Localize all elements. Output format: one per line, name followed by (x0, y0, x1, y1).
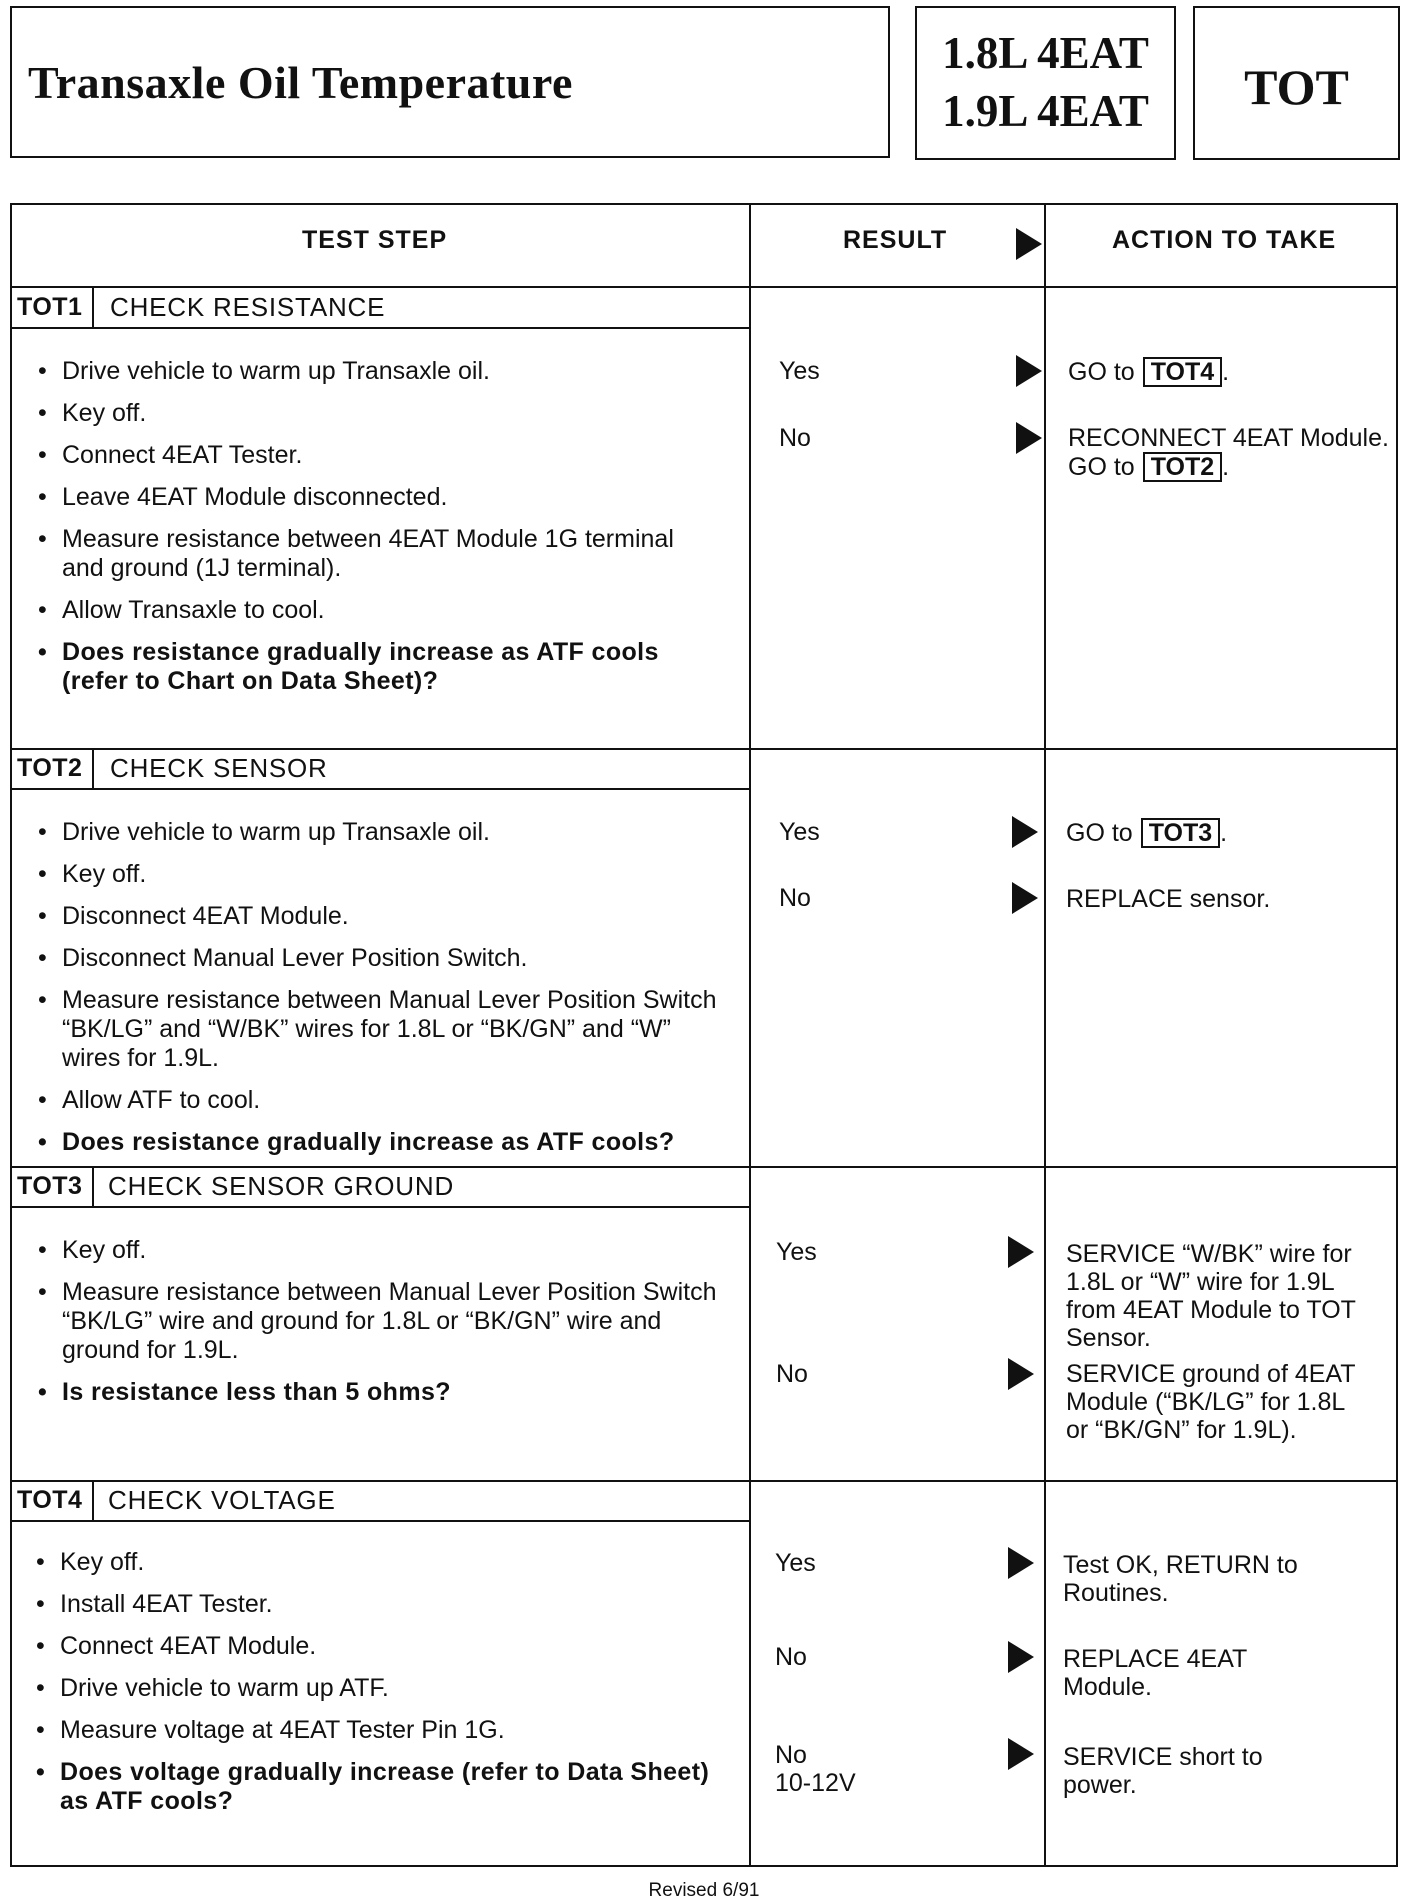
action-text: GO to TOT3 . (1066, 819, 1228, 847)
step-instructions (30, 357, 690, 709)
title-box (10, 6, 890, 158)
procedure-code: TOT (1244, 59, 1349, 115)
header-divider (10, 286, 1398, 288)
step-title: CHECK RESISTANCE (110, 292, 386, 322)
action-text: REPLACE sensor. (1066, 885, 1271, 913)
action-text: SERVICE ground of 4EAT Module (“BK/LG” for 1.8L or “BK/GN” for 1.9L). (1066, 1360, 1356, 1444)
arrow-right-icon (1016, 422, 1042, 454)
action-text: Test OK, RETURN to Routines. (1063, 1551, 1298, 1607)
instruction-item: • Drive vehicle to warm up ATF. (28, 1674, 728, 1703)
page-title: Transaxle Oil Temperature (28, 57, 573, 108)
instruction-item: • Install 4EAT Tester. (28, 1590, 728, 1619)
step-question: • Does resistance gradually increase as ATF cools (refer to Chart on Data Sheet)? (30, 638, 690, 696)
instruction-item: • Measure resistance between Manual Lever Position Switch “BK/LG” and “W/BK” wires for 1.8L or “BK/GN” and “W” wires for 1.9L. (30, 986, 730, 1073)
result-label: No (775, 1643, 807, 1671)
step-title: CHECK SENSOR (110, 753, 328, 783)
step-divider (10, 748, 1398, 750)
arrow-right-icon (1012, 816, 1038, 848)
result-label: Yes (779, 357, 820, 385)
step-instructions (30, 818, 730, 1170)
column-header-action: ACTION TO TAKE (1112, 226, 1337, 254)
instruction-item: • Connect 4EAT Tester. (30, 441, 690, 470)
instruction-item: • Measure resistance between 4EAT Module 1G terminal and ground (1J terminal). (30, 525, 690, 583)
step-id-divider (92, 1482, 94, 1521)
step-title-underline (10, 327, 751, 329)
step-title-underline (10, 1206, 751, 1208)
arrow-right-icon (1016, 228, 1042, 260)
step-question: • Does voltage gradually increase (refer to Data Sheet) as ATF cools? (28, 1758, 728, 1816)
instruction-item: • Key off. (28, 1548, 728, 1577)
instruction-item: • Key off. (30, 1236, 720, 1265)
step-title: CHECK VOLTAGE (108, 1485, 336, 1515)
step-reference: TOT2 (1143, 452, 1222, 482)
instruction-item: • Key off. (30, 399, 690, 428)
result-label: No (776, 1360, 808, 1388)
step-title: CHECK SENSOR GROUND (108, 1171, 455, 1201)
action-text: REPLACE 4EAT Module. (1063, 1645, 1247, 1701)
code-box (1193, 6, 1400, 160)
step-id: TOT1 (17, 293, 83, 321)
arrow-right-icon (1008, 1358, 1034, 1390)
step-id-divider (92, 750, 94, 789)
action-text: SERVICE short to power. (1063, 1743, 1263, 1799)
column-header-test-step: TEST STEP (302, 226, 448, 254)
arrow-right-icon (1008, 1547, 1034, 1579)
column-divider (749, 203, 751, 1867)
engine-box (915, 6, 1176, 160)
revision-note: Revised 6/91 (648, 1880, 760, 1901)
engine-line-2: 1.9L 4EAT (942, 86, 1149, 136)
step-question: • Does resistance gradually increase as ATF cools? (30, 1128, 730, 1157)
action-text: RECONNECT 4EAT Module. GO to TOT2 . (1068, 424, 1389, 481)
step-id-divider (92, 1168, 94, 1207)
instruction-item: • Key off. (30, 860, 730, 889)
instruction-item: • Disconnect Manual Lever Position Switch. (30, 944, 730, 973)
arrow-right-icon (1016, 355, 1042, 387)
result-label: Yes (779, 818, 820, 846)
step-id: TOT3 (17, 1172, 83, 1200)
column-divider (1044, 203, 1046, 1867)
instruction-item: • Drive vehicle to warm up Transaxle oil. (30, 357, 690, 386)
instruction-item: • Disconnect 4EAT Module. (30, 902, 730, 931)
step-instructions (30, 1236, 720, 1420)
arrow-right-icon (1008, 1236, 1034, 1268)
instruction-item: • Allow ATF to cool. (30, 1086, 730, 1115)
instruction-item: • Measure voltage at 4EAT Tester Pin 1G. (28, 1716, 728, 1745)
step-id: TOT4 (17, 1486, 83, 1514)
arrow-right-icon (1012, 882, 1038, 914)
result-label: Yes (776, 1238, 817, 1266)
result-label: Yes (775, 1549, 816, 1577)
step-divider (10, 1480, 1398, 1482)
step-reference: TOT3 (1141, 818, 1220, 848)
step-reference: TOT4 (1143, 357, 1222, 387)
action-text: GO to TOT4 . (1068, 358, 1230, 386)
step-question: • Is resistance less than 5 ohms? (30, 1378, 720, 1407)
instruction-item: • Allow Transaxle to cool. (30, 596, 690, 625)
step-id-divider (92, 288, 94, 328)
step-title-underline (10, 788, 751, 790)
arrow-right-icon (1008, 1641, 1034, 1673)
instruction-item: • Drive vehicle to warm up Transaxle oil. (30, 818, 730, 847)
column-header-result: RESULT (843, 226, 948, 254)
step-instructions (28, 1548, 728, 1829)
instruction-item: • Connect 4EAT Module. (28, 1632, 728, 1661)
result-label: No 10-12V (775, 1741, 856, 1797)
arrow-right-icon (1008, 1738, 1034, 1770)
instruction-item: • Leave 4EAT Module disconnected. (30, 483, 690, 512)
step-title-underline (10, 1520, 751, 1522)
result-voltage: 10-12V (775, 1769, 856, 1797)
instruction-item: • Measure resistance between Manual Lever Position Switch “BK/LG” wire and ground for 1.8L or “BK/GN” wire and ground for 1.9L. (30, 1278, 720, 1365)
result-label: No (779, 884, 811, 912)
step-id: TOT2 (17, 754, 83, 782)
action-text: SERVICE “W/BK” wire for 1.8L or “W” wire for 1.9L from 4EAT Module to TOT Sensor. (1066, 1240, 1356, 1352)
result-label: No (779, 424, 811, 452)
engine-line-1: 1.8L 4EAT (942, 28, 1149, 78)
